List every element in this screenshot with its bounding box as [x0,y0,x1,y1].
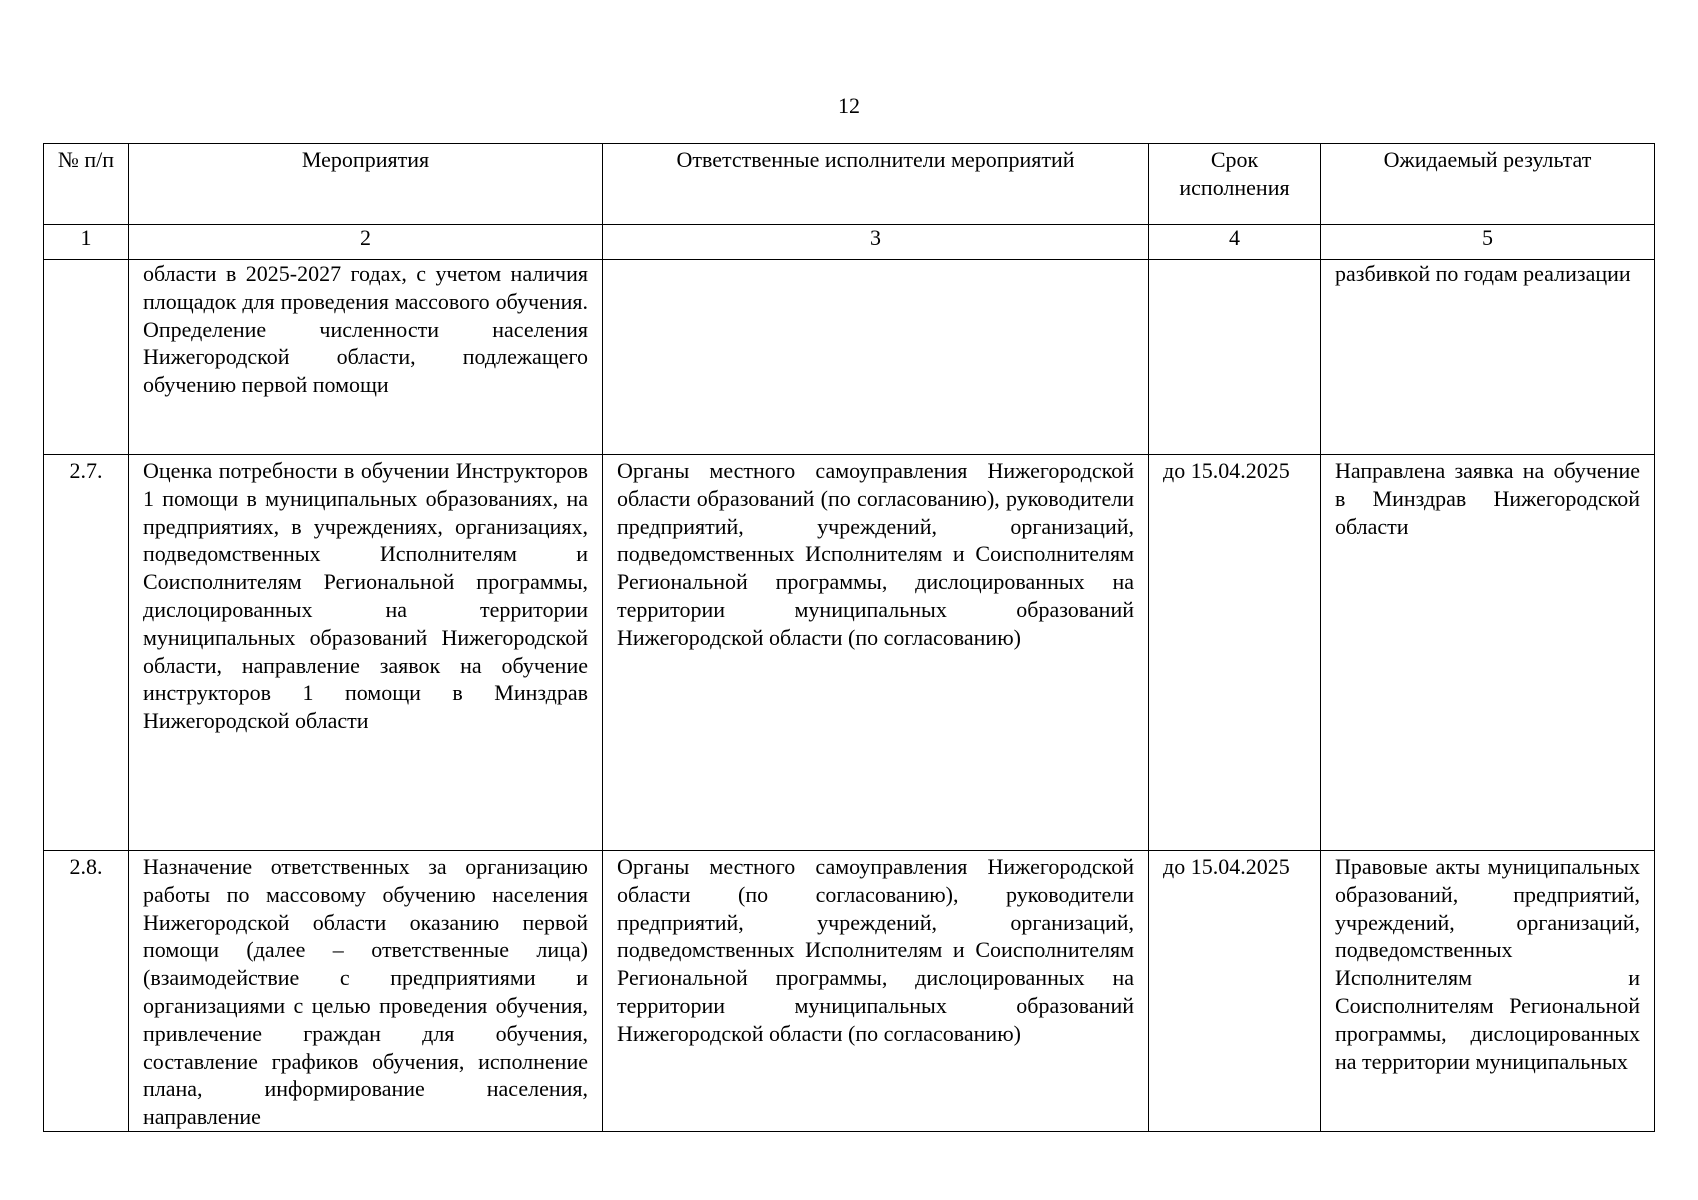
column-number: 1 [44,225,129,260]
row-num: 2.7. [44,455,129,851]
row-executors: Органы местного самоуправления Нижегородской области образований (по согласованию), руководители предприятий, учреждений, организаций, подведомственных Исполнителям и Соисполнителям Региональной программы, дислоцированных на территории муниципальных образований Нижегородской области (по согласованию) [603,455,1149,851]
row-num: 2.8. [44,851,129,1132]
row-executors: Органы местного самоуправления Нижегородской области (по согласованию), руководители предприятий, учреждений, организаций, подведомственных Исполнителям и Соисполнителям Региональной программы, дислоцированных на территории муниципальных образований Нижегородской области (по согласованию) [603,851,1149,1132]
row-result: Направлена заявка на обучение в Минздрав Нижегородской области [1321,455,1655,851]
header-executors: Ответственные исполнители мероприятий [603,144,1149,225]
header-result: Ожидаемый результат [1321,144,1655,225]
header-deadline: Срок исполнения [1149,144,1321,225]
row-result: Правовые акты муниципальных образований, предприятий, учреждений, организаций, подведомственных Исполнителям и Соисполнителям Региональной программы, дислоцированных на территории муниципальных [1321,851,1655,1132]
row-result: разбивкой по годам реализации [1321,260,1655,455]
page-number: 12 [838,93,860,118]
row-deadline: до 15.04.2025 [1149,455,1321,851]
row-deadline: до 15.04.2025 [1149,851,1321,1132]
row-measure: области в 2025-2027 годах, с учетом наличия площадок для проведения массового обучения. Определение численности населения Нижегородской области, подлежащего обучению первой помощи [129,260,603,455]
table-row [44,851,1655,1132]
header-num: № п/п [44,144,129,225]
column-number: 4 [1149,225,1321,260]
column-numbers-row [44,225,1655,260]
row-num [44,260,129,455]
table-row [44,260,1655,455]
row-executors [603,260,1149,455]
column-number: 3 [603,225,1149,260]
row-measure: Оценка потребности в обучении Инструкторов 1 помощи в муниципальных образованиях, на предприятиях, в учреждениях, организациях, подведомственных Исполнителям и Соисполнителям Региональной программы, дислоцированных на территории муниципальных образований Нижегородской области, направление заявок на обучение инструкторов 1 помощи в Минздрав Нижегородской области [129,455,603,851]
table-header-row [44,144,1655,225]
table-row [44,455,1655,851]
row-deadline [1149,260,1321,455]
plan-table [43,143,1655,1132]
header-measures: Мероприятия [129,144,603,225]
row-measure: Назначение ответственных за организацию работы по массовому обучению населения Нижегородской области оказанию первой помощи (далее – ответственные лица) (взаимодействие с предприятиями и организациями с целью проведения обучения, привлечение граждан для обучения, составление графиков обучения, исполнение плана, информирование населения, направление [129,851,603,1132]
column-number: 5 [1321,225,1655,260]
column-number: 2 [129,225,603,260]
